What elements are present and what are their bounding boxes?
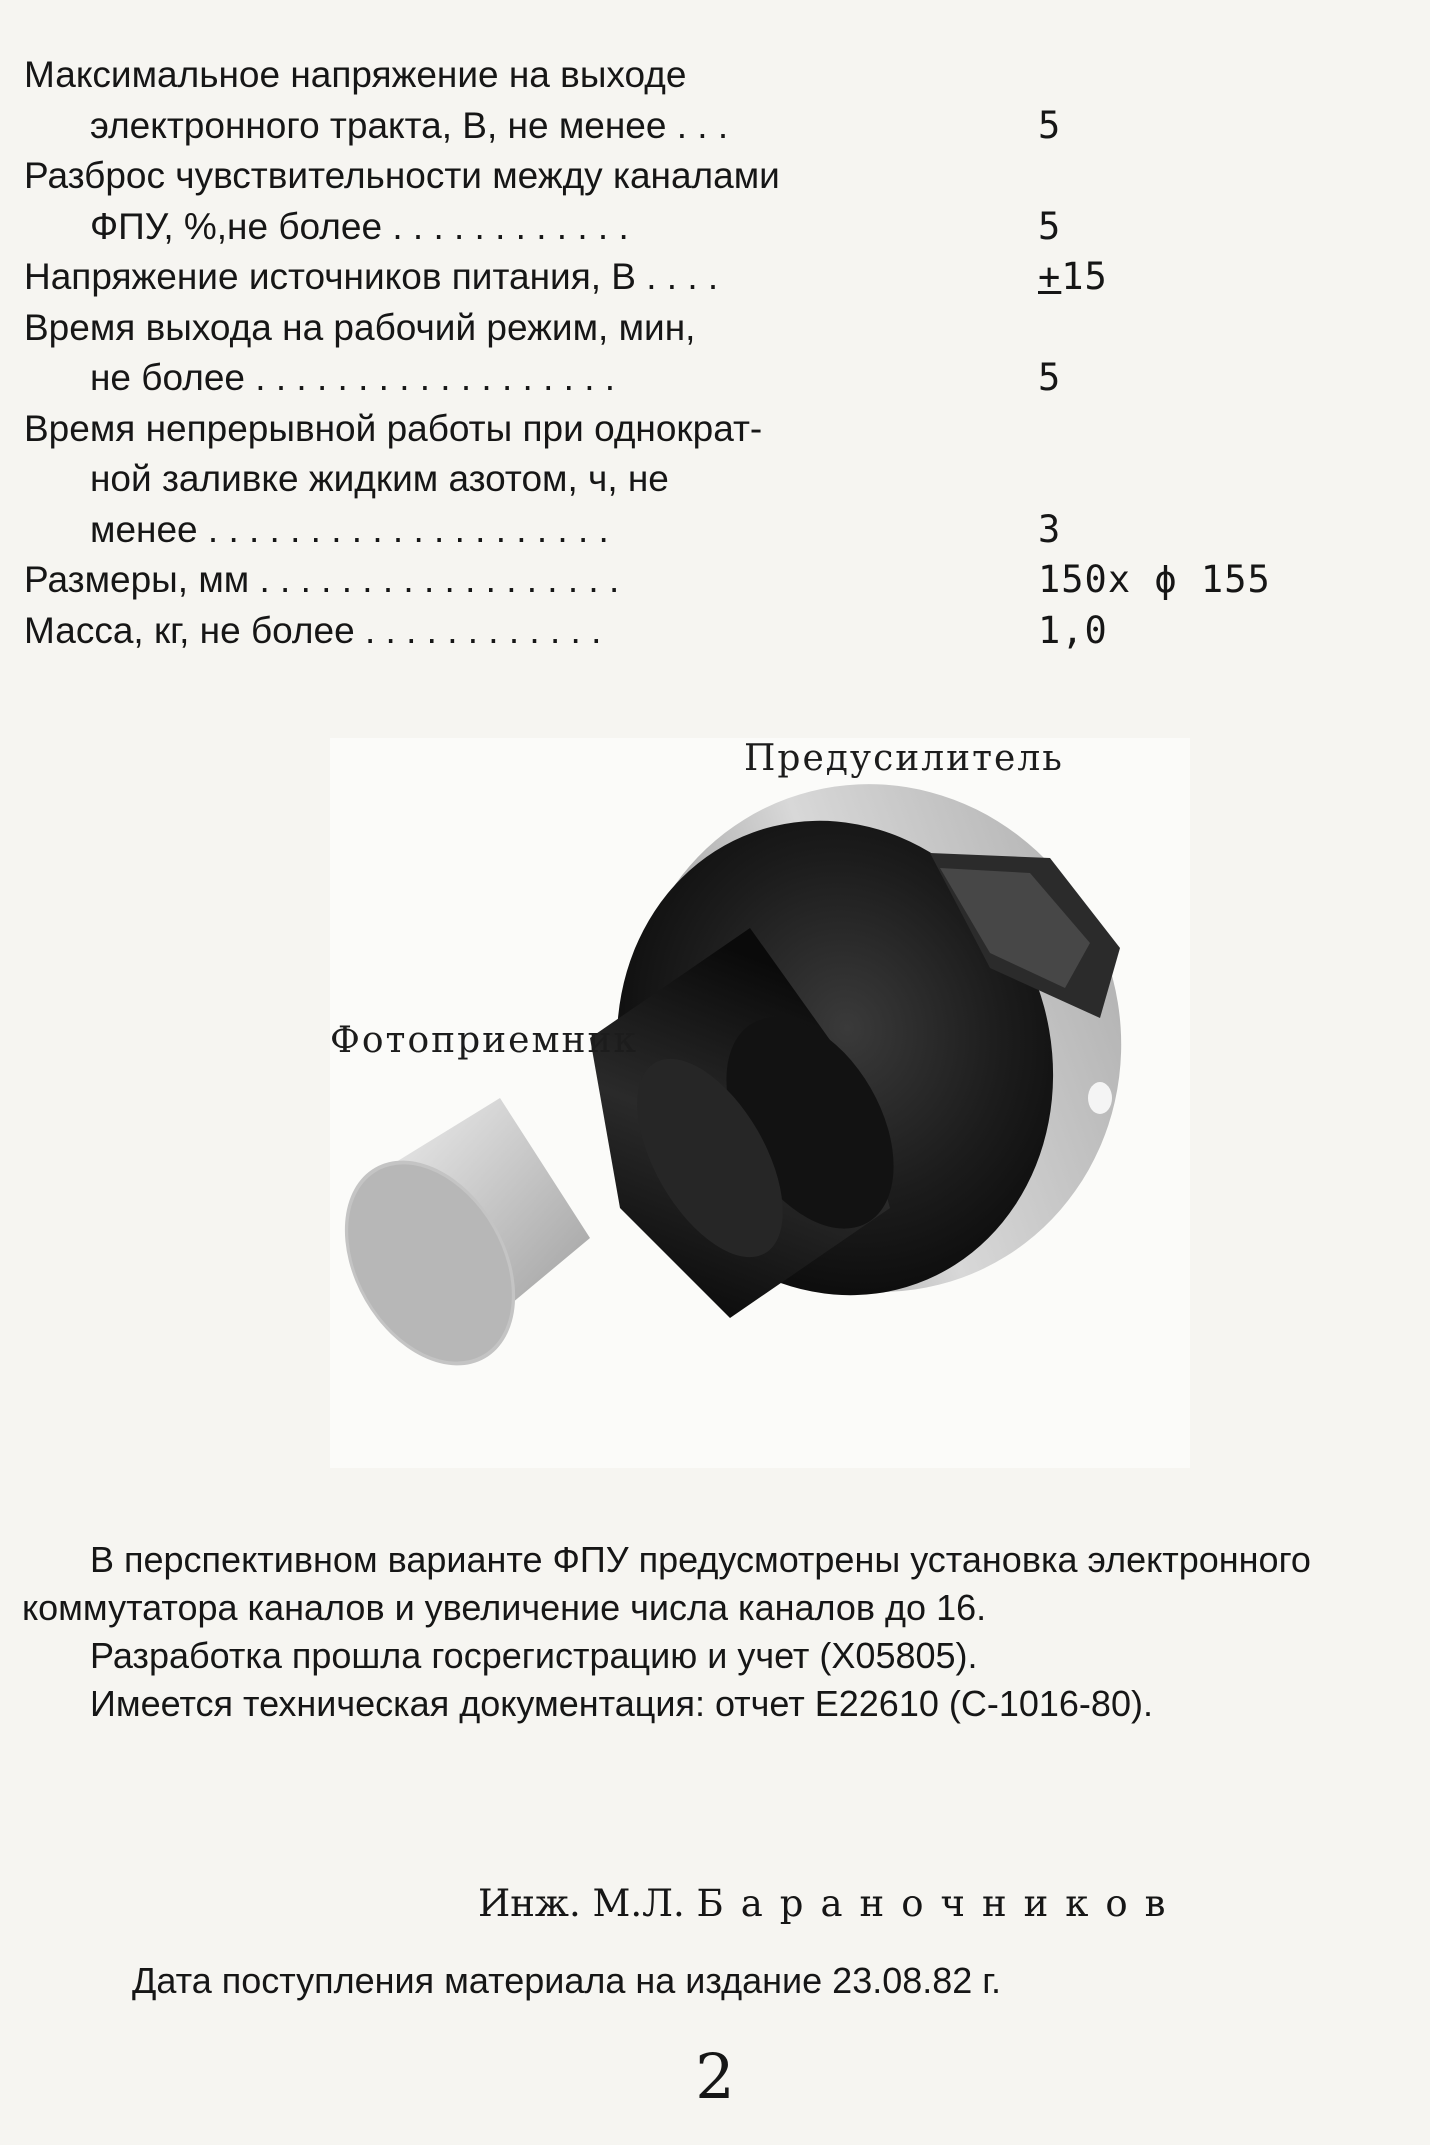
spec-value-number: 15 [1061,255,1108,298]
spec-value: 3 [1038,507,1062,551]
spec-label: ФПУ, %,не более . . . . . . . . . . . . [90,205,629,247]
spec-label: Время выхода на рабочий режим, мин, [24,306,696,348]
spec-line [24,303,1404,354]
device-photo-figure [330,738,1190,1468]
spec-line [24,606,1404,657]
spec-label: электронного тракта, В, не менее . . . [90,104,729,146]
author-line [478,1882,1183,1925]
plus-minus-sign: + [1038,255,1062,298]
spec-line [24,252,1404,303]
spec-value: 150x ϕ 155 [1038,558,1271,601]
description-text [22,1536,1412,1728]
page-number: 2 [695,2040,735,2113]
spec-value: 1,0 [1038,608,1108,652]
spec-value: 5 [1038,103,1062,147]
preamp-label: Предусилитель [744,738,1064,779]
spec-label: не более . . . . . . . . . . . . . . . . . . [90,357,616,398]
submission-date: Дата поступления материала на издание 23.08.82 г. [132,1960,1002,2001]
spec-value: 5 [1038,356,1062,399]
paragraph: В перспективном варианте ФПУ предусмотрены установка электронного коммутатора каналов и увеличение числа каналов до 16. [22,1539,1311,1628]
spec-value [1038,252,1108,302]
spec-line [24,404,1404,455]
spec-label: Масса, кг, не более . . . . . . . . . . . . [24,609,602,651]
spec-value: 5 [1038,204,1062,248]
photodetector-label: Фотоприемник [330,1020,638,1061]
spec-line [24,151,1404,202]
spec-label: Размеры, мм . . . . . . . . . . . . . . . . . . [24,559,620,600]
spec-label: Время непрерывной работы при однократ- [24,407,763,449]
spec-label: Разброс чувствительности между каналами [24,155,780,196]
author-surname: Бараночников [696,1882,1183,1925]
spec-label: Максимальное напряжение на выходе [24,54,687,95]
spec-label: менее . . . . . . . . . . . . . . . . . . . . [90,508,609,550]
spec-label: ной заливке жидким азотом, ч, не [90,458,669,499]
device-photo [330,738,1190,1468]
author-prefix: Инж. М.Л. [478,1882,685,1925]
spec-line [24,202,1404,253]
spec-line [24,101,1404,152]
spec-line [24,505,1404,556]
paragraph: Разработка прошла госрегистрацию и учет (X05805). [90,1635,978,1676]
paragraph: Имеется техническая документация: отчет Е22610 (С-1016-80). [90,1683,1153,1724]
spec-line [24,50,1404,101]
specifications-list [24,50,1404,656]
spec-line [24,454,1404,505]
spec-line [24,555,1404,606]
spec-label: Напряжение источников питания, В . . . . [24,256,719,297]
spec-line [24,353,1404,404]
